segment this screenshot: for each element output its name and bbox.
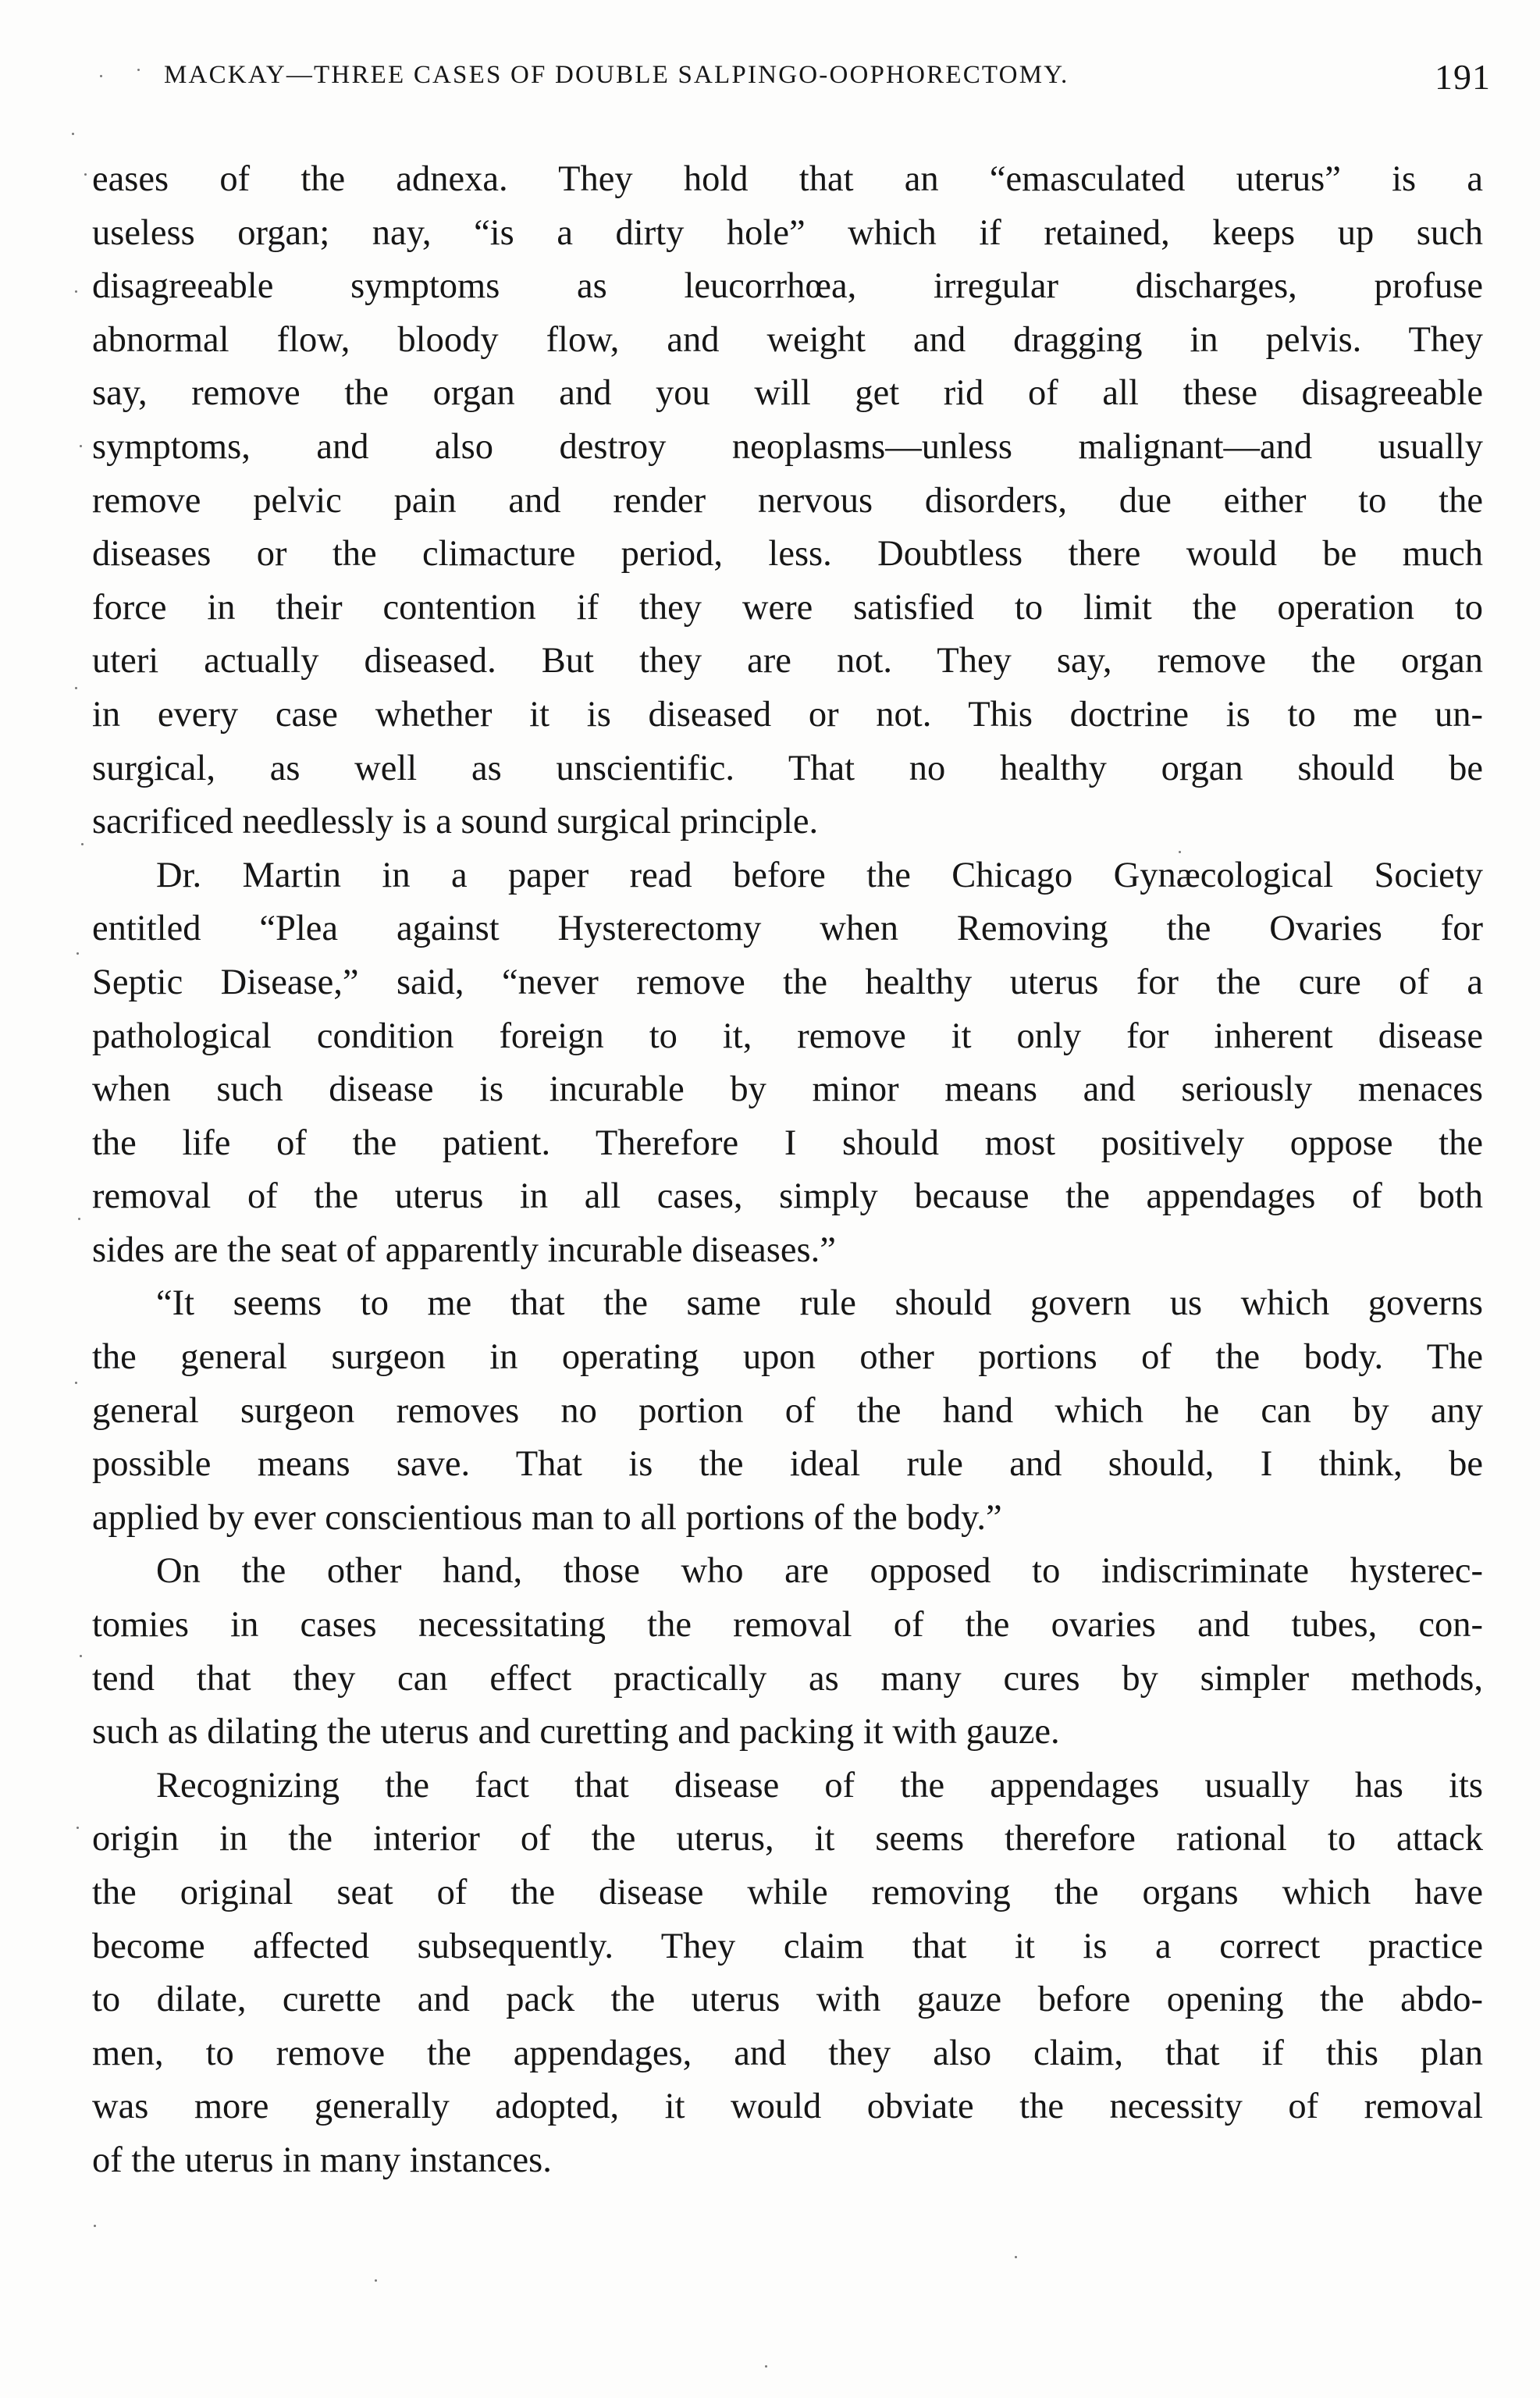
text-line: disagreeable symptoms as leucorrhœa, irregular discharges, profuse <box>92 266 1483 307</box>
text-line: possible means save. That is the ideal rule and should, I think, be <box>92 1444 1483 1485</box>
running-head <box>164 57 1491 116</box>
text-line: men, to remove the appendages, and they also claim, that if this plan <box>92 2033 1483 2073</box>
text-line: Septic Disease,” said, “never remove the healthy uterus for the cure of a <box>92 962 1483 1002</box>
text-line: On the other hand, those who are opposed to indiscriminate hysterec- <box>156 1551 1483 1592</box>
paragraph <box>92 849 1483 1278</box>
text-line: eases of the adnexa. They hold that an “emasculated uterus” is a <box>92 159 1483 199</box>
text-line: “It seems to me that the same rule should govern us which governs <box>156 1283 1483 1324</box>
text-line: origin in the interior of the uterus, it seems therefore rational to attack <box>92 1819 1483 1859</box>
text-line: pathological condition foreign to it, remove it only for inherent disease <box>92 1016 1483 1056</box>
text-line: was more generally adopted, it would obviate the necessity of removal <box>92 2087 1483 2127</box>
text-line: say, remove the organ and you will get rid of all these disagreeable <box>92 373 1483 414</box>
text-line: Dr. Martin in a paper read before the Chicago Gynæcological Society <box>156 855 1483 895</box>
text-line: tend that they can effect practically as many cures by simpler methods, <box>92 1658 1483 1699</box>
paragraph <box>92 1277 1483 1545</box>
text-line: such as dilating the uterus and curetting and packing it with gauze. <box>92 1712 1060 1752</box>
text-line: the original seat of the disease while removing the organs which have <box>92 1873 1483 1912</box>
text-line: to dilate, curette and pack the uterus with gauze before opening the abdo- <box>92 1980 1483 2020</box>
text-line: general surgeon removes no portion of the hand which he can by any <box>92 1390 1483 1431</box>
running-head-title: MACKAY—THREE CASES OF DOUBLE SALPINGO-OOPHORECTOMY. <box>164 61 1069 89</box>
text-line: sides are the seat of apparently incurable diseases.” <box>92 1229 836 1270</box>
text-line: in every case whether it is diseased or not. This doctrine is to me un- <box>92 694 1483 735</box>
paragraph <box>92 1545 1483 1759</box>
text-line: when such disease is incurable by minor means and seriously menaces <box>92 1069 1483 1110</box>
text-line: entitled “Plea against Hysterectomy when Removing the Ovaries for <box>92 909 1483 949</box>
text-line: sacrificed needlessly is a sound surgical principle. <box>92 802 819 842</box>
text-line: the general surgeon in operating upon other portions of the body. The <box>92 1337 1483 1378</box>
text-line: become affected subsequently. They claim that it is a correct practice <box>92 1926 1483 1966</box>
text-line: abnormal flow, bloody flow, and weight and dragging in pelvis. They <box>92 319 1483 360</box>
text-line: useless organ; nay, “is a dirty hole” which if retained, keeps up such <box>92 212 1483 253</box>
text-line: the life of the patient. Therefore I should most positively oppose the <box>92 1123 1483 1163</box>
text-line: remove pelvic pain and render nervous disorders, due either to the <box>92 480 1483 521</box>
text-line: uteri actually diseased. But they are not. They say, remove the organ <box>92 641 1483 681</box>
text-line: tomies in cases necessitating the removal of the ovaries and tubes, con- <box>92 1605 1483 1646</box>
text-line: Recognizing the fact that disease of the appendages usually has its <box>156 1765 1483 1806</box>
text-line: force in their contention if they were satisfied to limit the operation to <box>92 587 1483 628</box>
page-number: 191 <box>1435 57 1491 97</box>
text-line: surgical, as well as unscientific. That no healthy organ should be <box>92 748 1483 788</box>
text-line: of the uterus in many instances. <box>92 2140 552 2180</box>
text-line: applied by ever conscientious man to all portions of the body.” <box>92 1497 1002 1538</box>
text-line: symptoms, and also destroy neoplasms—unless malignant—and usually <box>92 426 1483 467</box>
body-text <box>92 153 1483 2188</box>
text-line: diseases or the climacture period, less. Doubtless there would be much <box>92 534 1483 575</box>
text-line: removal of the uterus in all cases, simply because the appendages of both <box>92 1176 1483 1217</box>
paragraph <box>92 153 1483 849</box>
paragraph <box>92 1759 1483 2188</box>
